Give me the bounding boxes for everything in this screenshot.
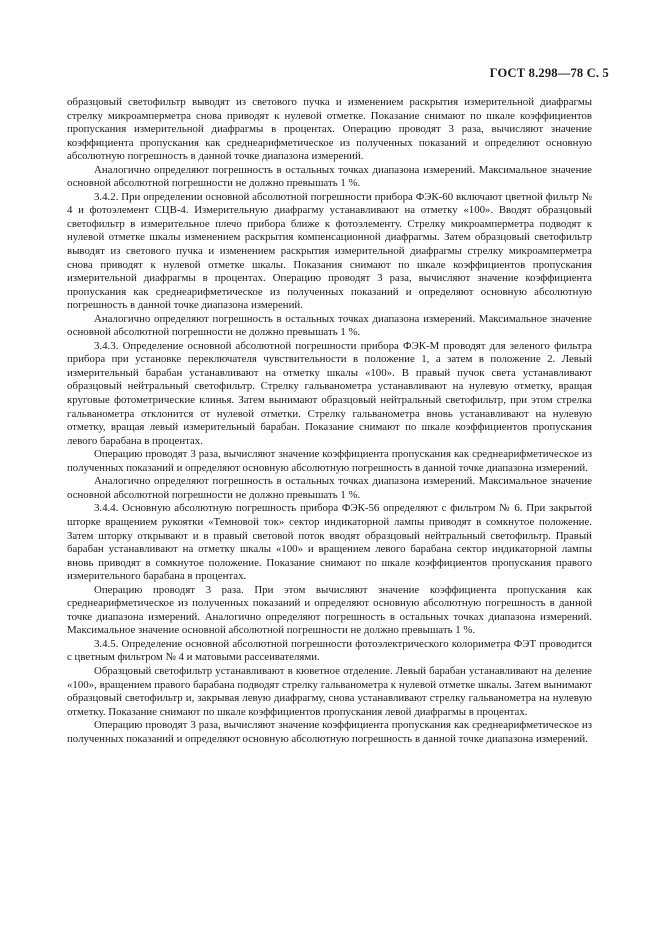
paragraph-section-3-4-3: 3.4.3. Определение основной абсолютной погрешности прибора ФЭК-М проводят для зеленого фильтра прибора при установке переключателя чувствительности в положение 1, а затем в положение 2. Левый измерительный барабан устанавливают на отметку шкалы «100». В правый пучок света устанавливают образцовый нейтральный светофильтр. Стрелку гальванометра устанавливают на нулевую отметку, вращая круговые фотометрические клинья. Затем вынимают образцовый нейтральный светофильтр, при этом стрелка гальванометра отклонится от нулевой отметки. Стрелку гальванометра вновь устанавливают на нулевую отметку, вращая левый измерительный барабан. Показание снимают по шкале коэффициентов пропускания левого барабана в процентах.	[67, 339, 592, 447]
paragraph-section-3-4-2: 3.4.2. При определении основной абсолютной погрешности прибора ФЭК-60 включают цветной фильтр № 4 и фотоэлемент СЦВ-4. Измерительную диафрагму устанавливают на отметку «100». Вводят образцовый светофильтр в измерительное плечо прибора ближе к фотоэлементу. Стрелку микроамперметра подводят к нулевой отметке шкалы изменением раскрытия компенсационной диафрагмы. Затем образцовый светофильтр выводят из светового пучка и изменением раскрытия измерительной диафрагмы стрелку микроамперметра снова приводят к нулевой отметке шкалы. Показания снимают по шкале коэффициентов пропускания измерительной диафрагмы в процентах. Операцию проводят 3 раза, вычисляют значение коэффициента пропускания как среднеарифметическое из полученных показаний и определяют основную абсолютную погрешность в данной точке диапазона измерений.	[67, 190, 592, 312]
paragraph: образцовый светофильтр выводят из светового пучка и изменением раскрытия измерительной диафрагмы стрелку микроамперметра снова приводят к нулевой отметке. Показание снимают по шкале коэффициентов пропускания измерительной диафрагмы в процентах. Операцию проводят 3 раза, вычисляют значение коэффициента пропускания как среднеарифметическое из полученных показаний и определяют основную абсолютную погрешность в данной точке диапазона измерений.	[67, 96, 592, 163]
paragraph: Аналогично определяют погрешность в остальных точках диапазона измерений. Максимальное значение основной абсолютной погрешности не должно превышать 1 %.	[67, 163, 592, 190]
paragraph-section-3-4-5: 3.4.5. Определение основной абсолютной погрешности фотоэлектрического колориметра ФЭТ проводится с цветным фильтром № 4 и матовыми рассеивателями.	[67, 637, 592, 664]
paragraph: Операцию проводят 3 раза. При этом вычисляют значение коэффициента пропускания как среднеарифметическое из полученных показаний и определяют основную абсолютную погрешность в данной точке диапазона измерений. Аналогично определяют погрешность в остальных точках диапазона измерений. Максимальное значение основной абсолютной погрешности не должно превышать 1 %.	[67, 583, 592, 637]
page-header: ГОСТ 8.298—78 С. 5	[489, 66, 609, 80]
document-body	[67, 96, 592, 746]
paragraph: Аналогично определяют погрешность в остальных точках диапазона измерений. Максимальное значение основной абсолютной погрешности не должно превышать 1 %.	[67, 475, 592, 501]
paragraph-section-3-4-4: 3.4.4. Основную абсолютную погрешность прибора ФЭК-56 определяют с фильтром № 6. При закрытой шторке вращением рукоятки «Темновой ток» сектор индикаторной лампы приводят в сомкнутое положение. Затем шторку открывают и в правый световой поток вводят образцовый нейтральный светофильтр. Правый барабан устанавливают на отметку шкалы «100» и вращением левого барабана сектор индикаторной лампы вновь приводят в сомкнутое положение. Показание снимают по шкале коэффициентов пропускания правого измерительного барабана в процентах.	[67, 502, 592, 583]
paragraph: Аналогично определяют погрешность в остальных точках диапазона измерений. Максимальное значение основной абсолютной погрешности не должно превышать 1 %.	[67, 312, 592, 339]
paragraph: Операцию проводят 3 раза, вычисляют значение коэффициента пропускания как среднеарифметическое из полученных показаний и определяют основную абсолютную погрешность в данной точке диапазона измерений.	[67, 448, 592, 474]
paragraph: Образцовый светофильтр устанавливают в кюветное отделение. Левый барабан устанавливают на деление «100», вращением правого барабана подводят стрелку гальванометра к нулевой отметке шкалы. Затем вынимают образцовый светофильтр и, закрывая левую диафрагму, снова устанавливают стрелку гальванометра на нулевую отметку. Показание снимают по шкале коэффициентов пропускания левой диафрагмы в процентах.	[67, 664, 592, 718]
paragraph: Операцию проводят 3 раза, вычисляют значение коэффициента пропускания как среднеарифметическое из полученных показаний и определяют основную абсолютную погрешность в данной точке диапазона измерений.	[67, 719, 592, 745]
